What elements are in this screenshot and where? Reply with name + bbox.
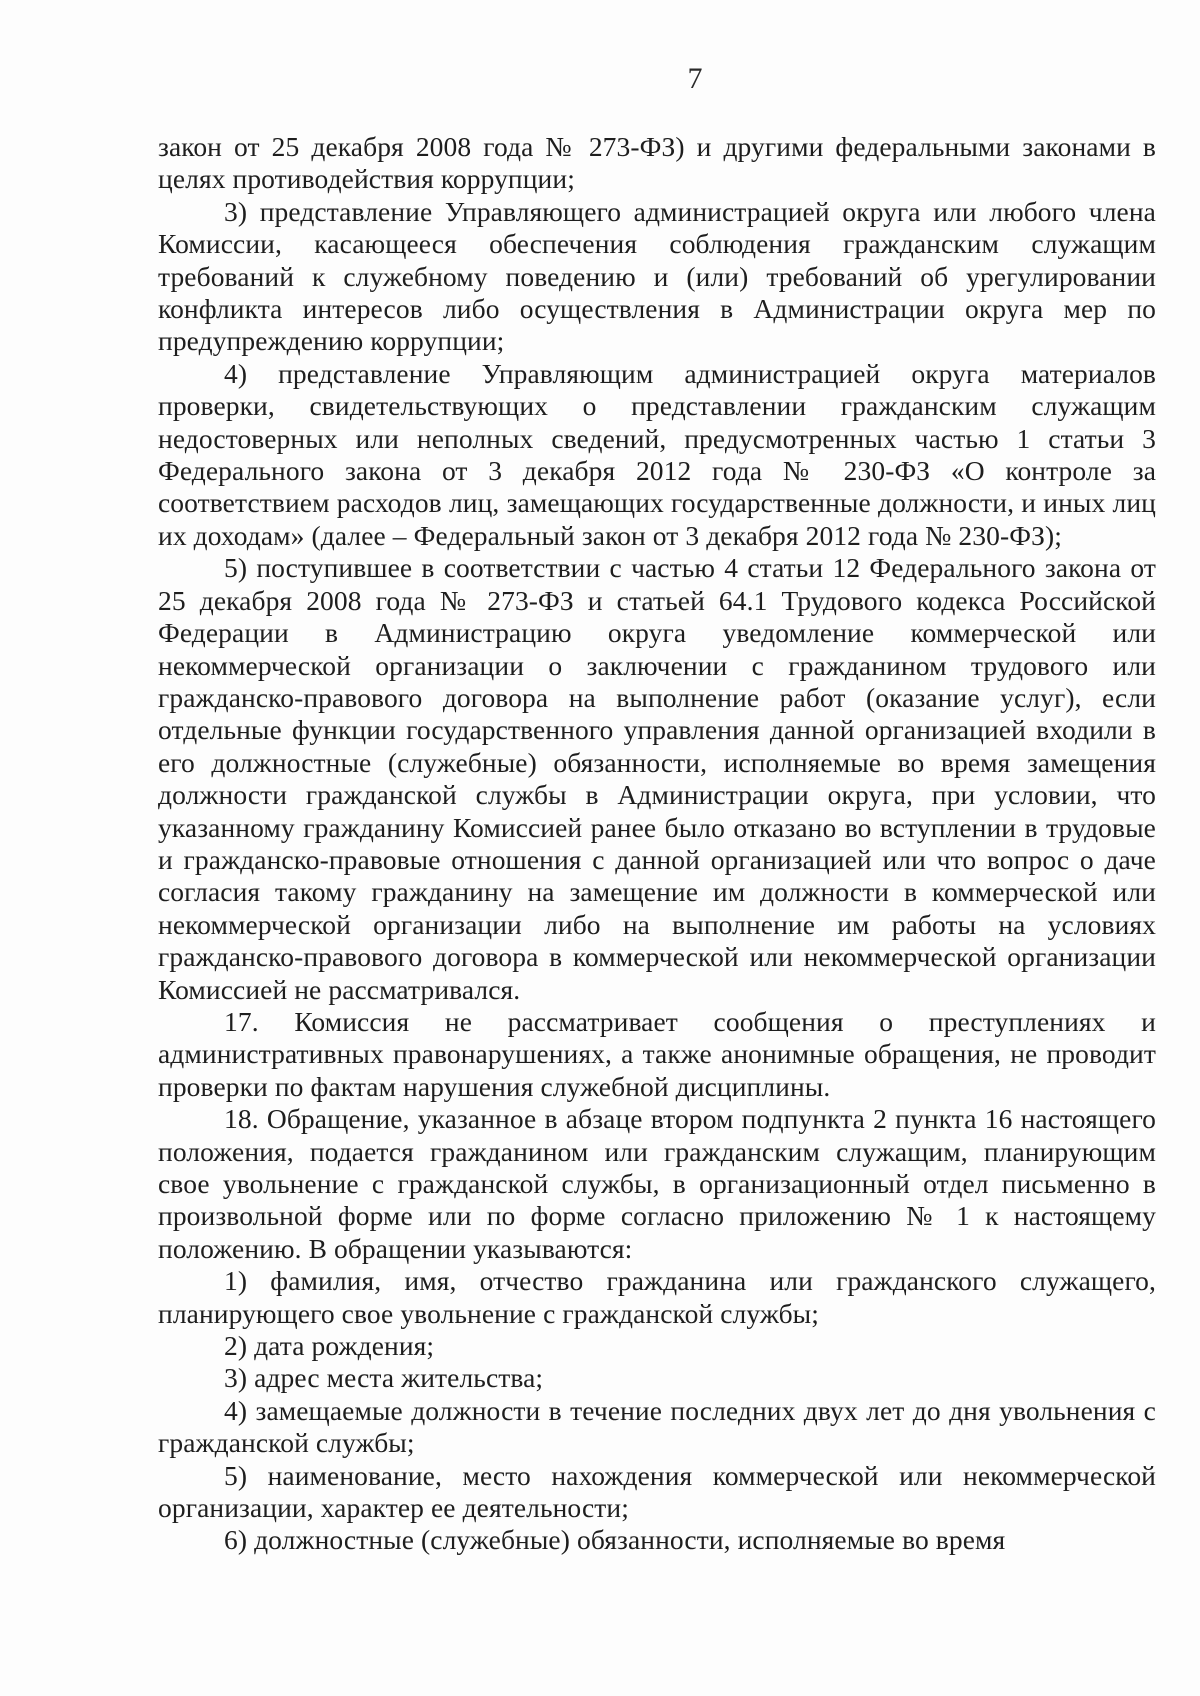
- paragraph-clause-18: 18. Обращение, указанное в абзаце втором подпункта 2 пункта 16 настоящего положения, подается гражданином или гражданским служащим, планирующим свое увольнение с гражданской службы, в организационный отдел письменно в произвольной форме или по форме согласно приложению № 1 к настоящему положению. В обращении указываются:: [158, 1103, 1156, 1264]
- paragraph-subitem-2: 2) дата рождения;: [224, 1330, 435, 1362]
- paragraph-item-3: 3) представление Управляющего администрацией округа или любого члена Комиссии, касающееся обеспечения соблюдения гражданским служащим требований к служебному поведению и (или) требований об урегулировании конфликта интересов либо осуществления в Администрации округа мер по предупреждению коррупции;: [158, 195, 1156, 357]
- paragraph-continuation: закон от 25 декабря 2008 года № 273-ФЗ) и другими федеральными законами в целях противодействия коррупции;: [158, 131, 1156, 195]
- page-number: 7: [687, 62, 703, 95]
- document-body: [158, 131, 1156, 1557]
- paragraph-subitem-4: 4) замещаемые должности в течение последних двух лет до дня увольнения с гражданской службы;: [158, 1394, 1156, 1459]
- paragraph-subitem-1: 1) фамилия, имя, отчество гражданина или гражданского служащего, планирующего свое увольнение с гражданской службы;: [158, 1265, 1156, 1329]
- paragraph-item-5: 5) поступившее в соответствии с частью 4 статьи 12 Федерального закона от 25 декабря 2008 года № 273-ФЗ и статьей 64.1 Трудового кодекса Российской Федерации в Администрацию округа уведомление коммерческой или некоммерческой организации о заключении с гражданином трудового или гражданско-правового договора на выполнение работ (оказание услуг), если отдельные функции государственного управления данной организацией входили в его должностные (служебные) обязанности, исполняемые во время замещения должности гражданской службы в Администрации округа, при условии, что указанному гражданину Комиссией ранее было отказано во вступлении в трудовые и гражданско-правовые отношения с данной организацией или что вопрос о даче согласия такому гражданину на замещение им должности в коммерческой или некоммерческой организации либо на выполнение им работы на условиях гражданско-правового договора в коммерческой или некоммерческой организации Комиссией не рассматривался.: [158, 552, 1156, 1005]
- paragraph-item-4: 4) представление Управляющим администрацией округа материалов проверки, свидетельствующих о представлении гражданским служащим недостоверных или неполных сведений, предусмотренных частью 1 статьи 3 Федерального закона от 3 декабря 2012 года № 230-ФЗ «О контроле за соответствием расходов лиц, замещающих государственные должности, и иных лиц их доходам» (далее – Федеральный закон от 3 декабря 2012 года № 230-ФЗ);: [158, 357, 1156, 551]
- paragraph-clause-17: 17. Комиссия не рассматривает сообщения о преступлениях и административных правонарушениях, а также анонимные обращения, не проводит проверки по фактам нарушения служебной дисциплины.: [158, 1005, 1156, 1102]
- paragraph-subitem-3: 3) адрес места жительства;: [224, 1362, 544, 1394]
- paragraph-subitem-5: 5) наименование, место нахождения коммерческой или некоммерческой организации, характер ее деятельности;: [158, 1459, 1156, 1524]
- paragraph-subitem-6: 6) должностные (служебные) обязанности, исполняемые во время: [224, 1524, 1006, 1556]
